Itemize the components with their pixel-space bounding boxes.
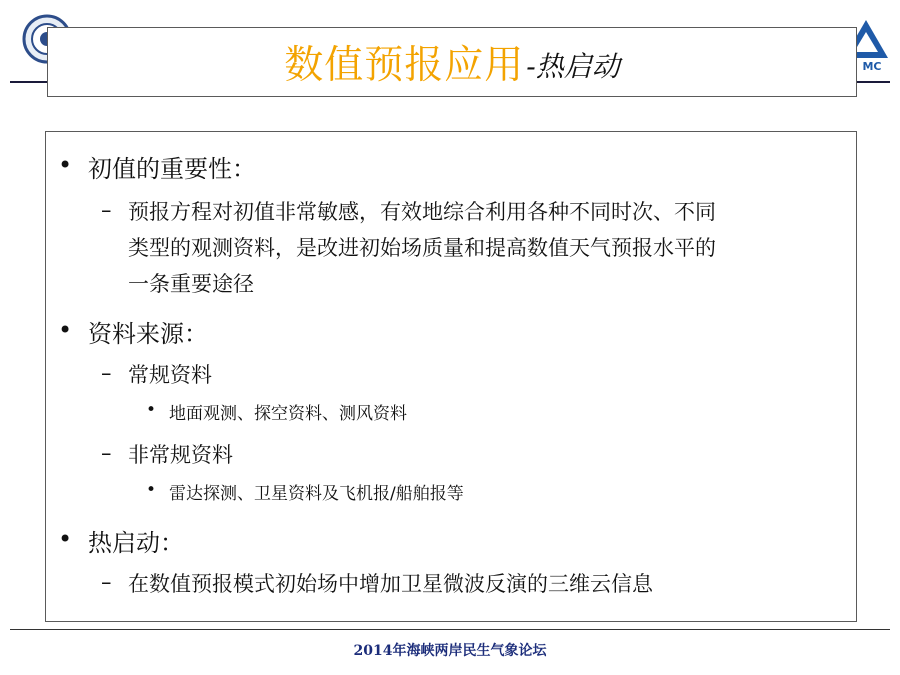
footer-rule (10, 629, 890, 630)
dot-marker: • (146, 400, 157, 420)
slide-title: 数值预报应用 (284, 43, 525, 88)
unconventional-data-label: 非常规资料 (128, 443, 233, 467)
importance-text-line1: 预报方程对初值非常敏感，有效地综合利用各种不同时次、不同 (128, 200, 716, 224)
bullet-importance: 初值的重要性： (88, 155, 256, 183)
dash-marker: – (101, 570, 112, 594)
bullet-marker: • (58, 151, 73, 179)
dash-marker: – (101, 441, 112, 465)
slide-title-box (47, 27, 857, 97)
slide-subtitle: -热启动 (526, 50, 620, 83)
importance-text-line3: 一条重要途径 (128, 272, 254, 296)
bullet-hot-start: 热启动： (88, 529, 184, 557)
conventional-data-item: 地面观测、探空资料、测风资料 (169, 404, 407, 424)
footer-text: 2014年海峡两岸民生气象论坛 (353, 643, 547, 659)
bullet-marker: • (58, 525, 73, 553)
importance-text-line2: 类型的观测资料，是改进初始场质量和提高数值天气预报水平的 (128, 236, 716, 260)
nmc-logo-text: MC (862, 60, 882, 72)
bullet-marker: • (58, 316, 73, 344)
conventional-data-label: 常规资料 (128, 363, 212, 387)
unconventional-data-item: 雷达探测、卫星资料及飞机报/船舶报等 (169, 484, 464, 504)
bullet-data-source: 资料来源： (88, 320, 208, 348)
content-box (45, 131, 857, 622)
dash-marker: – (101, 361, 112, 385)
dot-marker: • (146, 480, 157, 500)
hot-start-text: 在数值预报模式初始场中增加卫星微波反演的三维云信息 (128, 572, 653, 596)
dash-marker: – (101, 198, 112, 222)
